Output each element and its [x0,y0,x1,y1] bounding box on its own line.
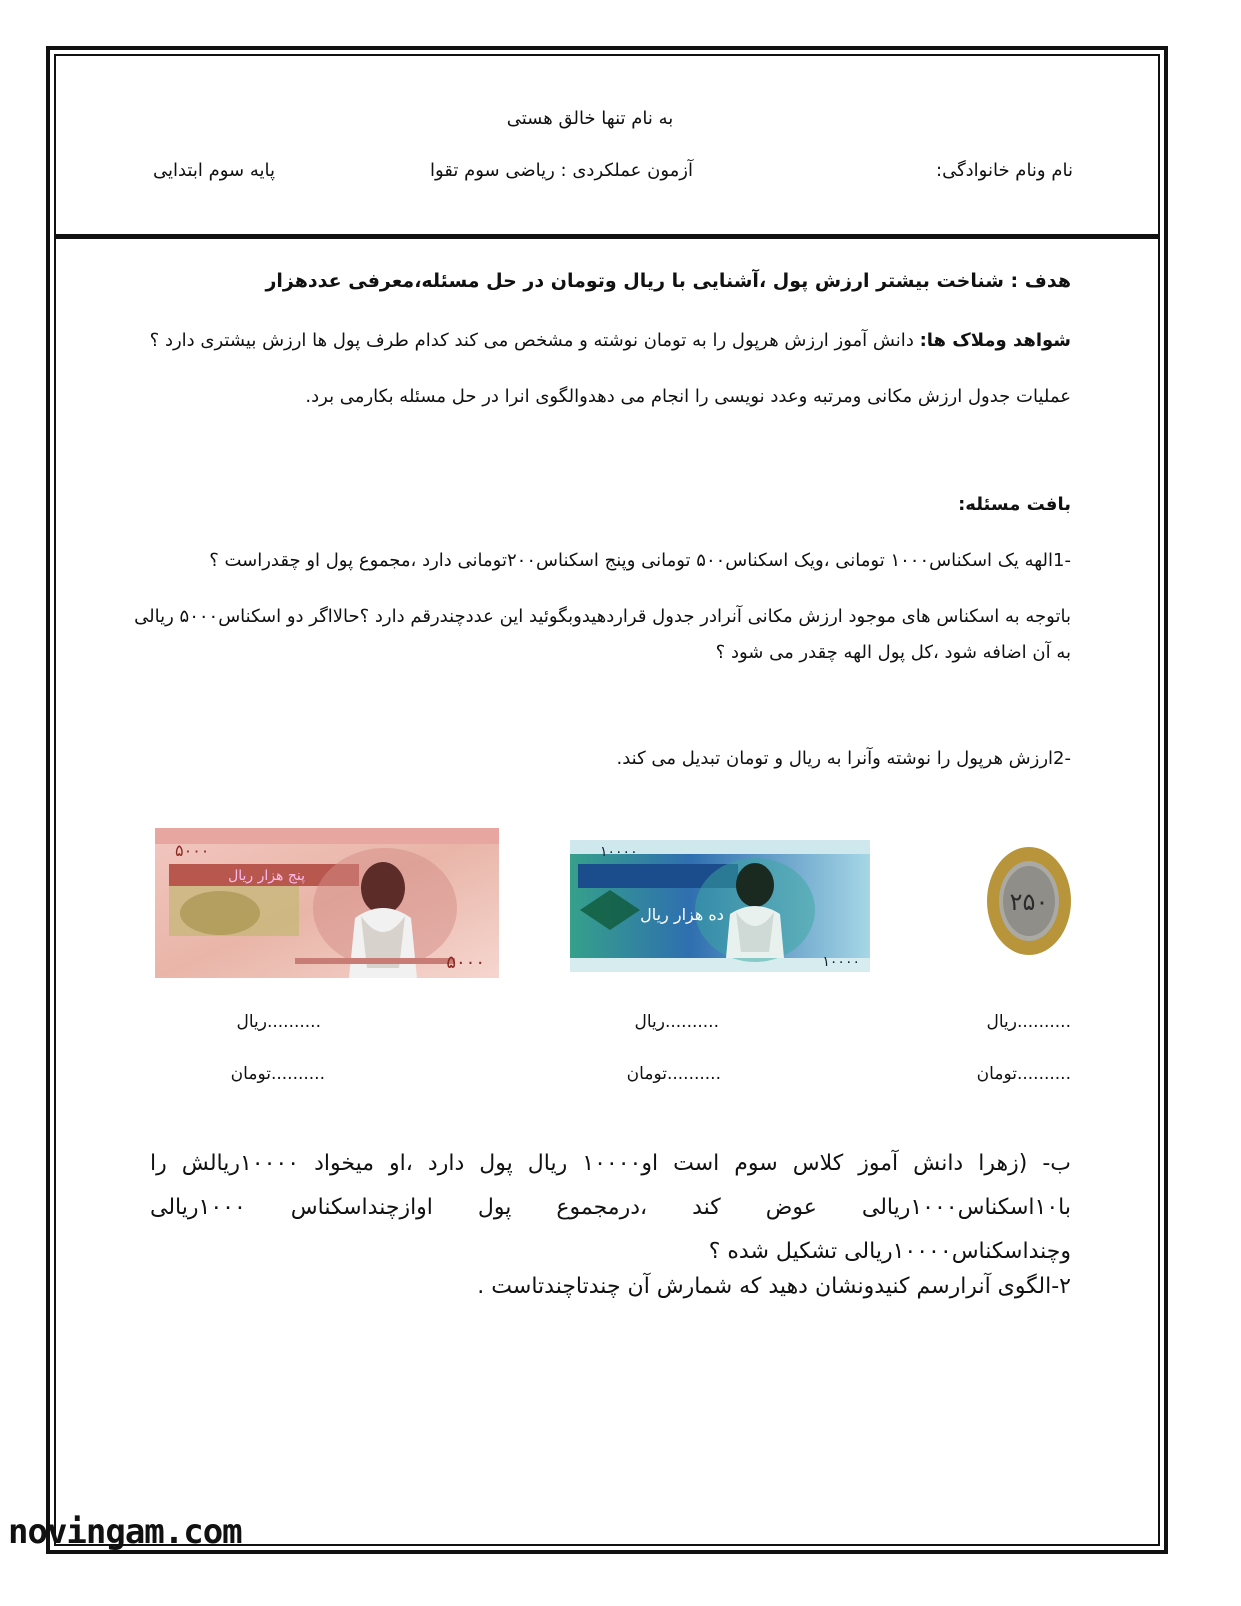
evidence-line-2: عملیات جدول ارزش مکانی ومرتبه وعدد نویسی را انجام می دهدوالگوی انرا در حل مسئله بکارمی برد. [305,386,1071,407]
part-b-question: ب- (زهرا دانش آموز کلاس سوم است او۱۰۰۰۰ ریال پول دارد ،او میخواد ۱۰۰۰۰ریالش را با۱۰اسکناس۱۰۰۰ریالی عوض کند ،درمجموع پول اوازچنداسکناس ۱۰۰۰ریالی وچنداسکناس۱۰۰۰۰ریالی تشکیل شده ؟ [150,1151,1072,1264]
evidence-label: شواهد وملاک ها: [919,330,1071,351]
grade-label: پایه سوم ابتدایی [152,160,275,181]
watermark: novingam.com [8,1512,242,1552]
note-10000-rial-blank: ..........ریال [634,1012,719,1032]
note-10000-script: ده هزار ریال [640,905,724,924]
header-divider [54,234,1160,239]
coin-value: ۲۵۰ [1009,888,1049,916]
coin-toman-blank: ..........تومان [976,1064,1071,1084]
banknote-5000-image [155,828,499,978]
name-label: نام ونام خانوادگی: [936,160,1073,181]
note-10000-value-top: ۱۰۰۰۰ [600,844,638,860]
exam-title: آزمون عملکردی : ریاضی سوم تقوا [429,160,693,181]
question-1-cont-2: به آن اضافه شود ،کل پول الهه چقدر می شود ؟ [715,642,1071,663]
evidence-text: دانش آموز ارزش هرپول را به تومان نوشته و مشخص می کند کدام طرف پول ها ارزش بیشتری دارد ؟ [149,330,920,351]
evidence-line [150,330,1071,351]
note-5000-rial-blank: ..........ریال [236,1012,321,1032]
note-5000-toman-blank: ..........تومان [230,1064,325,1084]
question-1-cont-1: باتوجه به اسکناس های موجود ارزش مکانی آنرادر جدول قراردهیدوبگوئید این عددچندرقم دارد ؟حالااگر دو اسکناس۵۰۰۰ ریالی [134,606,1071,627]
note-5000-value-bottom: ۵۰۰۰ [446,952,485,973]
banknote-10000-image [570,840,870,972]
basmala: به نام تنها خالق هستی [506,108,674,129]
note-10000-toman-blank: ..........تومان [626,1064,721,1084]
question-1: -1الهه یک اسکناس۱۰۰۰ تومانی ،ویک اسکناس۵۰۰ تومانی وپنج اسکناس۲۰۰تومانی دارد ،مجموع پول او چقدراست ؟ [209,550,1071,571]
note-10000-value-bottom: ۱۰۰۰۰ [822,954,860,970]
note-5000-value-top: ۵۰۰۰ [175,841,210,860]
context-title: بافت مسئله: [958,494,1071,515]
coin-rial-blank: ..........ریال [986,1012,1071,1032]
coin-250-image [986,846,1072,956]
part-b-question-2: ۲-الگوی آنرارسم کنیدونشان دهید که شمارش آن چندتاچندتاست . [477,1274,1071,1299]
goal-heading: هدف : شناخت بیشتر ارزش پول ،آشنایی با ریال وتومان در حل مسئله،معرفی عددهزار [265,270,1071,292]
note-5000-script: پنج هزار ریال [228,868,305,884]
question-2: -2ارزش هرپول را نوشته وآنرا به ریال و تومان تبدیل می کند. [616,748,1071,769]
